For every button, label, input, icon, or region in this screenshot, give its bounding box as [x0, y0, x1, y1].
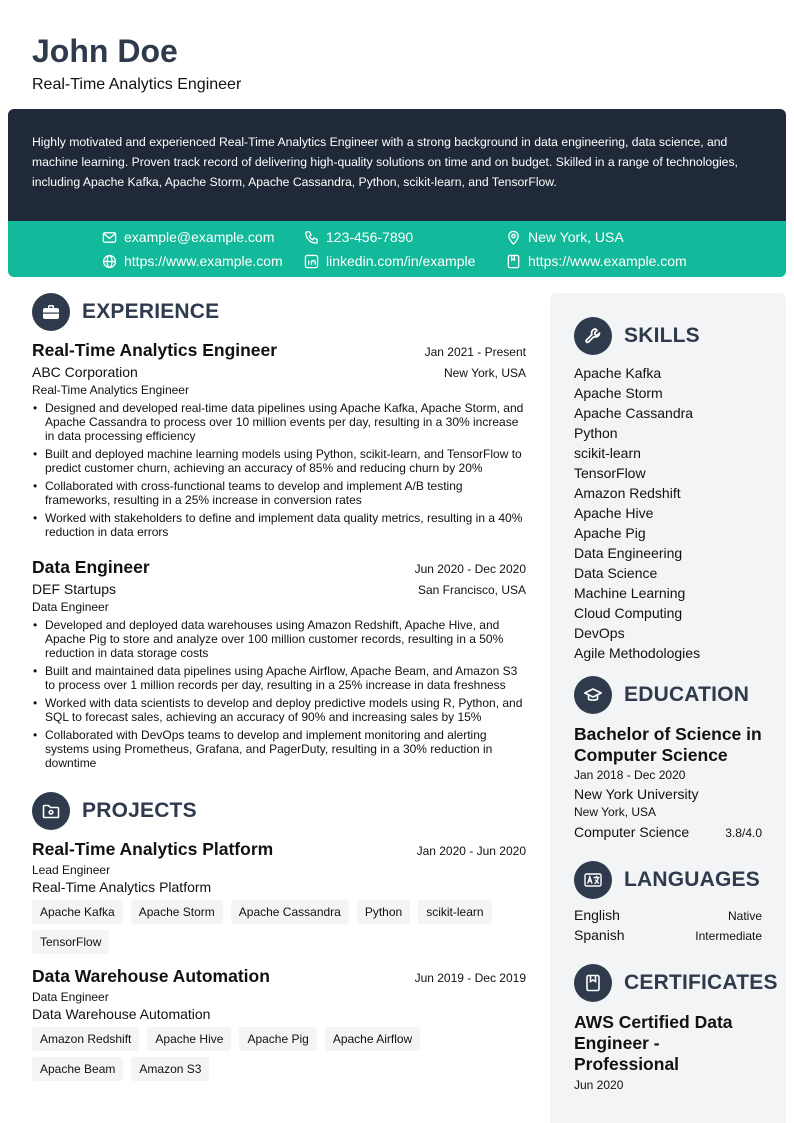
- certificate-date: Jun 2020: [574, 1078, 624, 1092]
- resume-header: [32, 32, 241, 94]
- projects-title: PROJECTS: [82, 799, 197, 822]
- school-name: New York University: [574, 786, 699, 802]
- certificate-icon: [574, 964, 612, 1002]
- certificates-title: CERTIFICATES: [624, 971, 778, 994]
- project-entry: [32, 839, 526, 960]
- graduation-cap-icon: [574, 676, 612, 714]
- job-date: Jun 2020 - Dec 2020: [414, 562, 526, 576]
- bullet-item: • Collaborated with cross-functional teams to develop and implement A/B testing frameworks, resulting in a 25% increase in conversion rates: [32, 479, 526, 507]
- job-bullets: [32, 401, 526, 539]
- project-date: Jan 2020 - Jun 2020: [416, 844, 526, 858]
- skills-heading: [574, 317, 700, 355]
- education-entry: [574, 724, 762, 841]
- degree-name: Bachelor of Science in Computer Science: [574, 724, 762, 765]
- skill-item: Data Science: [574, 565, 658, 581]
- skill-item: Amazon Redshift: [574, 485, 681, 501]
- contact-email[interactable]: [102, 227, 274, 247]
- project-tags: [32, 1027, 526, 1087]
- experience-entry: [32, 557, 526, 774]
- job-title: Real-Time Analytics Engineer: [32, 340, 278, 360]
- bullet-item: • Collaborated with DevOps teams to develop and implement monitoring and alerting systems using Prometheus, Grafana, and PagerDuty, resulting in a 30% reduction in downtime: [32, 728, 526, 770]
- contact-linkedin[interactable]: [304, 251, 475, 271]
- skill-item: Apache Pig: [574, 525, 646, 541]
- job-location: San Francisco, USA: [417, 583, 526, 597]
- location-text: New York, USA: [528, 229, 624, 245]
- language-name: English: [574, 907, 620, 923]
- experience-title: EXPERIENCE: [82, 300, 220, 323]
- language-level: Intermediate: [695, 929, 762, 943]
- contact-website[interactable]: [102, 251, 283, 271]
- skills-title: SKILLS: [624, 324, 700, 347]
- portfolio-text: https://www.example.com: [528, 253, 687, 269]
- bullet-item: • Designed and developed real-time data pipelines using Apache Kafka, Apache Storm, and Apache Cassandra to process over 10 million events per day, resulting in a 30% increase in data processing efficiency: [32, 401, 526, 443]
- tag: Python: [357, 900, 410, 924]
- contact-location: [506, 227, 624, 247]
- skill-item: Data Engineering: [574, 545, 683, 561]
- job-date: Jan 2021 - Present: [424, 345, 526, 359]
- languages-title: LANGUAGES: [624, 868, 760, 891]
- experience-heading: [32, 293, 219, 331]
- skill-item: Apache Cassandra: [574, 405, 694, 421]
- project-role: Data Engineer: [32, 990, 109, 1004]
- education-date: Jan 2018 - Dec 2020: [574, 768, 686, 782]
- website-text: https://www.example.com: [124, 253, 283, 269]
- job-role: Data Engineer: [32, 600, 109, 614]
- project-role: Lead Engineer: [32, 863, 111, 877]
- tag: Apache Hive: [147, 1027, 231, 1051]
- contact-phone[interactable]: [304, 227, 413, 247]
- education-title: EDUCATION: [624, 683, 750, 706]
- certificate-entry: [574, 1012, 762, 1093]
- bullet-item: • Built and maintained data pipelines using Apache Airflow, Apache Beam, and Amazon S3 to process over 1 million records per day, resulting in a 25% increase in data freshness: [32, 664, 526, 692]
- certificates-heading: [574, 964, 778, 1002]
- tag: Amazon Redshift: [32, 1027, 139, 1051]
- location-pin-icon: [506, 230, 521, 245]
- tag: Apache Cassandra: [231, 900, 349, 924]
- linkedin-text: linkedin.com/in/example: [326, 253, 476, 269]
- bullet-item: • Worked with data scientists to develop and deploy predictive models using R, Python, and SQL to forecast sales, achieving an accuracy of 90% and increasing sales by 15%: [32, 696, 526, 724]
- skills-list: [574, 363, 764, 663]
- skill-item: DevOps: [574, 625, 625, 641]
- phone-text: 123-456-7890: [326, 229, 414, 245]
- contact-bar: [8, 221, 786, 277]
- project-date: Jun 2019 - Dec 2019: [414, 971, 526, 985]
- experience-entry: [32, 340, 526, 543]
- skill-item: TensorFlow: [574, 465, 646, 481]
- tag: Apache Pig: [239, 1027, 316, 1051]
- company-name: DEF Startups: [32, 581, 117, 597]
- mail-icon: [102, 230, 117, 245]
- phone-icon: [304, 230, 319, 245]
- skill-item: Cloud Computing: [574, 605, 683, 621]
- languages-list: [574, 907, 762, 947]
- job-title: Data Engineer: [32, 557, 150, 577]
- project-tags: [32, 900, 526, 960]
- project-entry: [32, 966, 526, 1087]
- summary-panel: [8, 109, 786, 221]
- linkedin-icon: [304, 254, 319, 269]
- tag: Apache Airflow: [325, 1027, 420, 1051]
- job-role: Real-Time Analytics Engineer: [32, 383, 189, 397]
- job-location: New York, USA: [443, 366, 526, 380]
- tag: TensorFlow: [32, 930, 109, 954]
- project-name: Real-Time Analytics Platform: [32, 879, 212, 895]
- gpa: 3.8/4.0: [725, 826, 762, 840]
- languages-heading: [574, 861, 760, 899]
- email-text: example@example.com: [124, 229, 275, 245]
- language-row: [574, 927, 762, 947]
- job-bullets: [32, 618, 526, 770]
- projects-heading: [32, 792, 197, 830]
- tag: Apache Beam: [32, 1057, 123, 1081]
- tag: Apache Storm: [131, 900, 223, 924]
- candidate-name: John Doe: [32, 33, 178, 69]
- language-name: Spanish: [574, 927, 625, 943]
- skill-item: Apache Hive: [574, 505, 654, 521]
- school-location: New York, USA: [574, 805, 657, 819]
- project-title: Real-Time Analytics Platform: [32, 839, 274, 859]
- bullet-item: • Developed and deployed data warehouses using Amazon Redshift, Apache Hive, and Apache Pig to store and analyze over 100 million customer records, resulting in a 50% reduction in data storage costs: [32, 618, 526, 660]
- education-heading: [574, 676, 749, 714]
- bullet-item: • Built and deployed machine learning models using Python, scikit-learn, and TensorFlow to predict customer churn, achieving an accuracy of 85% and reducing churn by 20%: [32, 447, 526, 475]
- tag: Amazon S3: [131, 1057, 209, 1081]
- bullet-item: • Worked with stakeholders to define and implement data quality metrics, resulting in a 40% reduction in data errors: [32, 511, 526, 539]
- skill-item: scikit-learn: [574, 445, 641, 461]
- tag: Apache Kafka: [32, 900, 123, 924]
- globe-icon: [102, 254, 117, 269]
- folder-icon: [32, 792, 70, 830]
- briefcase-icon: [32, 293, 70, 331]
- skill-item: Python: [574, 425, 618, 441]
- skill-item: Apache Storm: [574, 385, 663, 401]
- language-level: Native: [727, 909, 762, 923]
- project-title: Data Warehouse Automation: [32, 966, 270, 986]
- bookmark-icon: [506, 254, 521, 269]
- language-row: [574, 907, 762, 927]
- project-name: Data Warehouse Automation: [32, 1006, 211, 1022]
- skill-item: Agile Methodologies: [574, 645, 701, 661]
- translate-icon: [574, 861, 612, 899]
- certificate-name: AWS Certified Data Engineer - Professional: [574, 1012, 733, 1074]
- tag: scikit-learn: [418, 900, 491, 924]
- skill-item: Apache Kafka: [574, 365, 662, 381]
- contact-portfolio[interactable]: [506, 251, 687, 271]
- field-of-study: Computer Science: [574, 824, 690, 840]
- candidate-title: Real-Time Analytics Engineer: [32, 76, 242, 93]
- summary-text: Highly motivated and experienced Real-Time Analytics Engineer with a strong background in data engineering, data science, and machine learning. Proven track record of delivering high-quality solutions on time and on budget. Skilled in a range of technologies, including Apache Kafka, Apache Storm, Apache Cassandra, Python, scikit-learn, and TensorFlow.: [32, 135, 738, 189]
- wrench-icon: [574, 317, 612, 355]
- skill-item: Machine Learning: [574, 585, 686, 601]
- company-name: ABC Corporation: [32, 364, 138, 380]
